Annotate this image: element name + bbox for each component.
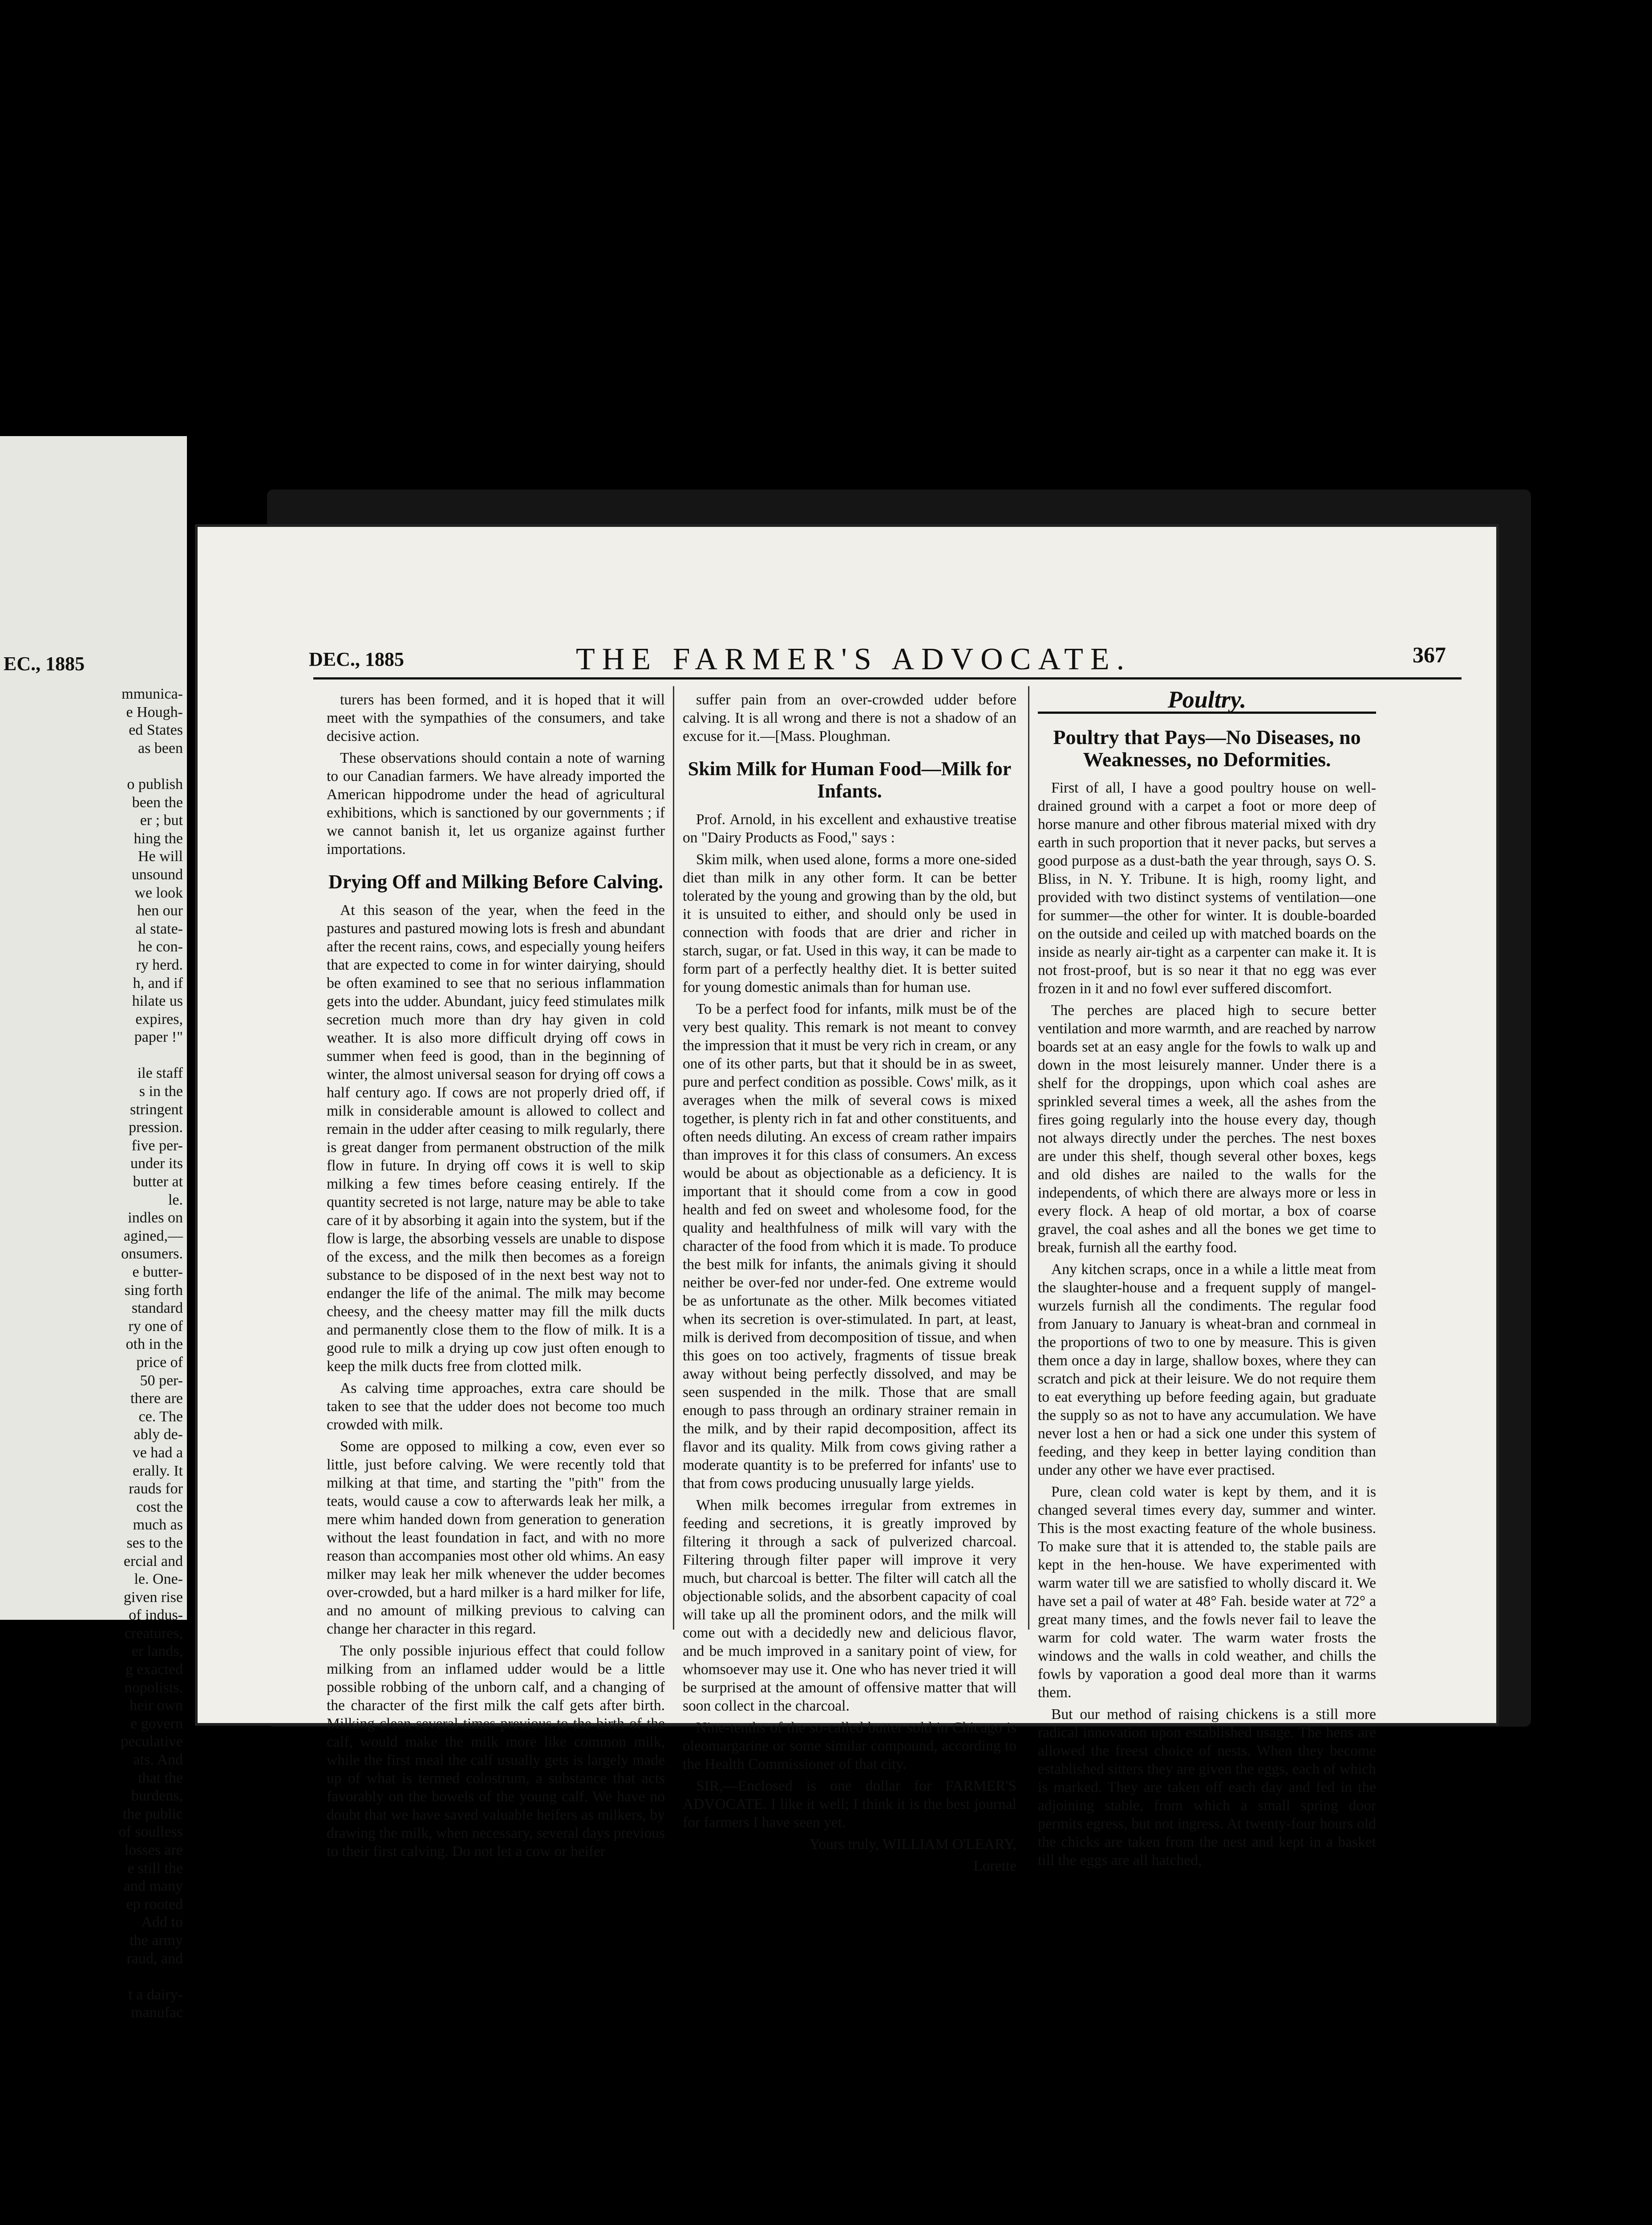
paragraph: To be a perfect food for infants, milk must be of the very best quality. This remark is not meant to convey the impression that it must be very rich in cream, or any one of its other parts, but that it should be in as sweet, pure and perfect condition as possible. Cows' milk, as it averages when the milk of several cows is mixed together, is plenty rich in fat and other constituents, and often needs diluting. An excess of cream rather impairs than improves it for this class of consumers. An excess would be about as objectionable as a deficiency. It is important that it should come from a cow in good health and fed on sweet and wholesome food, for the quality and healthfulness of milk will vary with the character of the food from which it is made. To produce the best milk for infants, the animals giving it should neither be over-fed nor under-fed. One extreme would be as unfortunate as the other. Milk becomes vitiated when its secretion is over-stimulated. In part, at least, milk is derived from decomposition of tissue, and when this goes on too actively, fragments of tissue break away without being perfectly dissolved, and may be seen suspended in the milk. Those that are small enough to pass through an ordinary strainer remain in the milk, and by their rapid decomposition, affect its flavor and its quality. Milk from cows giving rather a moderate quantity is to be preferred for infants' use to that from cows producing unusually large yields. bbox=[683, 1001, 1016, 1492]
paragraph: First of all, I have a good poultry house on well-drained ground with a carpet a foot or more deep of horse manure and other fibrous material mixed with dry earth in such proportion that it never packs, but serves a good purpose as a dust-bath the year through, says O. S. Bliss, in N. Y. Tribune. It is high, roomy light, and provided with two distinct systems of ventilation—one for summer—the other for winter. It is double-boarded on the outside and ceiled up with matched boards on the inside as nearly air-tight as a carpenter can make it. It is not frost-proof, but is so near it that no egg was ever frozen in it and no fowl ever suffered discomfort. bbox=[1038, 780, 1376, 997]
letter-signature: Yours truly, WILLIAM O'LEARY, bbox=[809, 1836, 1016, 1853]
left-page-line: ses to the bbox=[126, 1534, 183, 1551]
left-page-line: ats. And bbox=[133, 1752, 183, 1768]
left-page-line bbox=[3, 1047, 183, 1065]
newspaper-page bbox=[195, 524, 1499, 1874]
left-page-line: rauds for bbox=[129, 1481, 183, 1497]
paragraph: As calving time approaches, extra care should be taken to see that the udder does not become too much crowded with milk. bbox=[327, 1380, 665, 1433]
left-page-line: butter at bbox=[133, 1173, 183, 1190]
left-page-fragment bbox=[0, 436, 187, 2021]
left-page-line: ercial and bbox=[123, 1553, 183, 1570]
column-2 bbox=[683, 691, 1016, 1879]
left-page-line: paper !" bbox=[134, 1029, 183, 1046]
page-number: 367 bbox=[1413, 642, 1446, 667]
paragraph: The perches are placed high to secure better ventilation and more warmth, and are reached by narrow boards set at an easy angle for the fowls to walk up and down in the most leisurely manner. Under there is a shelf for the droppings, upon which coal ashes are sprinkled several times a week, all the ashes from the fires going regularly into the house every day, though not always directly under the perches. The nest boxes are under this shelf, though several other boxes, kegs and old dishes are nailed to the walls for the independents, of which there are always more or less in every flock. A heap of old mortar, a box of coarse gravel, the coal ashes and all the bones we get time to break, furnish all the earthy food. bbox=[1038, 1002, 1376, 1256]
letter-place: Lorette bbox=[973, 1858, 1016, 1874]
left-page-line: that the bbox=[138, 1769, 183, 1786]
reader-letter: SIR,—Enclosed is one dollar for FARMER'S ADVOCATE. I like it well; I think it is the best journal for farmers I have seen yet. bbox=[683, 1778, 1016, 1831]
left-page-line: cost the bbox=[136, 1498, 183, 1515]
paragraph: Any kitchen scraps, once in a while a little meat from the slaughter-house and a frequent supply of mangel-wurzels furnish all the condiments. The regular food from January to January is wheat-bran and cornmeal in the proportions of two to one by measure. This is given them once a day in large, shallow boxes, where they can scratch and pick at their leisure. We do not require them to eat everything up before feeding again, but graduate the supply so as not to have any accumulation. We have never lost a hen or had a sick one under this system of feeding, and they keep in better laying condition than under any other we have ever practised. bbox=[1038, 1261, 1376, 1478]
left-page-line: ry one of bbox=[128, 1318, 183, 1335]
paragraph: These observations should contain a note of warning to our Canadian farmers. We have already imported the American hippodrome under the head of agricultural exhibitions, which is sanctioned by our governments ; if we cannot banish it, let us organize against further importations. bbox=[327, 750, 665, 858]
paragraph: turers has been formed, and it is hoped that it will meet with the sympathies of the consumers, and take decisive action. bbox=[327, 692, 665, 744]
column-rule bbox=[673, 686, 674, 1630]
left-page-lines bbox=[3, 685, 183, 2022]
left-page-line: been the bbox=[132, 794, 183, 811]
masthead-title: THE FARMER'S ADVOCATE. bbox=[576, 642, 1132, 676]
running-head bbox=[309, 642, 1466, 676]
left-page-line: oth in the bbox=[126, 1336, 183, 1353]
left-page-line bbox=[3, 1968, 183, 1986]
left-page-line: g exacted bbox=[125, 1661, 183, 1678]
left-page-line bbox=[3, 757, 183, 776]
left-page-line: mmunica- bbox=[121, 686, 183, 702]
left-page-line: losses are bbox=[124, 1842, 183, 1858]
article-title-skim-milk: Skim Milk for Human Food—Milk for Infants. bbox=[688, 758, 1012, 802]
left-page-line: expires, bbox=[135, 1011, 183, 1028]
left-page-line: unsound bbox=[131, 866, 183, 883]
left-page-line: sing forth bbox=[124, 1282, 183, 1299]
left-page-line: ably de- bbox=[134, 1426, 183, 1443]
column-rule bbox=[1028, 686, 1029, 1630]
left-page-line: ep rooted bbox=[126, 1896, 183, 1913]
left-page-line: le. One- bbox=[134, 1571, 183, 1588]
left-page-line: erally. It bbox=[133, 1462, 183, 1479]
paragraph: suffer pain from an over-crowded udder before calving. It is all wrong and there is not a shadow of an excuse for it.—[Mass. Ploughman. bbox=[683, 692, 1016, 744]
left-page-line: indles on bbox=[128, 1210, 183, 1226]
left-page-line: peculative bbox=[121, 1733, 183, 1750]
left-page-line: and many bbox=[123, 1878, 183, 1895]
left-page-date: EC., 1885 bbox=[4, 653, 85, 675]
left-page-line: pression. bbox=[129, 1119, 183, 1136]
note-oleomargarine: Nine-tenths of the so-called butter sold in Chicago is oleomargarine or some similar compound, according to the Health Commissioner of that city. bbox=[683, 1719, 1016, 1772]
left-page-line: we look bbox=[134, 884, 183, 901]
left-page-line: ile staff bbox=[137, 1065, 183, 1082]
left-page-line: the army bbox=[130, 1932, 183, 1949]
paragraph: Prof. Arnold, in his excellent and exhaustive treatise on "Dairy Products as Food," says : bbox=[683, 811, 1016, 846]
header-rule bbox=[313, 677, 1462, 680]
left-page-line: much as bbox=[133, 1517, 183, 1533]
left-page-line: ce. The bbox=[138, 1408, 183, 1425]
paragraph: Pure, clean cold water is kept by them, and it is changed several times every day, summer and winter. This is the most exacting feature of the whole business. To make sure that it is attended to, the stable pails are kept in the hen-house. We have experimented with warm water till we are satisfied to wholly discard it. We have set a pail of water at 48° Fah. beside water at 72° a great many times, and the fowls never fail to leave the warm for cold water. The warm water frosts the windows and the walls in cold weather, and chills the fowls by vaporation a good deal more than it warms them. bbox=[1038, 1484, 1376, 1701]
left-page-line: e still the bbox=[127, 1860, 183, 1877]
left-page-line: e butter- bbox=[132, 1264, 183, 1280]
left-page-line: creatures, bbox=[124, 1625, 183, 1642]
left-page-line: er lands, bbox=[131, 1643, 183, 1660]
left-page-line: the public bbox=[122, 1805, 183, 1822]
left-page-line: stringent bbox=[130, 1101, 183, 1118]
left-page-line: standard bbox=[131, 1300, 183, 1317]
section-heading-poultry: Poultry. bbox=[1167, 686, 1247, 713]
left-page-line: al state- bbox=[135, 920, 183, 937]
left-page-line: s in the bbox=[139, 1083, 183, 1100]
left-page-line: 50 per- bbox=[140, 1372, 183, 1389]
left-page-line: under its bbox=[130, 1155, 183, 1172]
left-page-line: he con- bbox=[138, 939, 183, 955]
article-title-poultry: Poultry that Pays—No Diseases, no Weaknesses, no Deformities. bbox=[1053, 726, 1361, 771]
left-page-line: le. bbox=[168, 1191, 183, 1208]
left-page-line: as been bbox=[138, 740, 183, 756]
article-title-drying-off: Drying Off and Milking Before Calving. bbox=[328, 871, 664, 893]
left-page-line: o publish bbox=[127, 776, 183, 793]
paragraph: Skim milk, when used alone, forms a more one-sided diet than milk in any other form. It can be better tolerated by the young and growing than by the old, but it is unsuited to either, and should only be used in connection with foods that are drier and richer in starch, sugar, or fat. Used in this way, it can be made to form part of a perfectly healthy diet. It is better suited for young domestic animals than for human use. bbox=[683, 851, 1016, 995]
left-page-line: He will bbox=[138, 848, 183, 865]
left-page-line: there are bbox=[130, 1390, 183, 1407]
left-page-line: ry herd. bbox=[136, 956, 183, 973]
paragraph: At this season of the year, when the feed in the pastures and pastured mowing lots is fresh and abundant after the recent rains, cows, and especially young heifers that are expected to come in for winter dairying, should be often examined to see that no serious inflammation gets into the udder. Abundant, juicy feed stimulates milk secretion much more than dry hay given in cold weather. It is also more difficult drying off cows in summer when feed is good, than in the beginning of winter, the almost universal season for drying off cows a half century ago. If cows are not properly dried off, if milk in considerable amount is allowed to collect and remain in the udder after ceasing to milk regularly, there is great danger from permanent obstruction of the milk flow in future. In drying off cows it is well to skip milking a few times before ceasing entirely. If the quantity secreted is not large, nature may be able to take care of it by absorbing it again into the system, but if the flow is large, the absorbing vessels are unable to dispose of the excess, and the milk then becomes as a foreign substance to be disposed of in the next best way not to endanger the life of the animal. The milk may become cheesy, and the cheesy matter may fill the milk ducts and permanently close them to the flow of milk. It is a good rule to milk a drying up cow just often enough to keep the milk ducts free from clotted milk. bbox=[327, 902, 665, 1375]
left-page-line: raud, and bbox=[126, 1950, 183, 1967]
left-page-line: of soulless bbox=[118, 1824, 183, 1841]
paragraph: The only possible injurious effect that could follow milking from an inflamed udder would be a little possible robbing of the unborn calf, and a changing of the character of the first milk the calf gets after birth. Milking clean several times previous to the birth of the calf, would make the milk more like common milk, while the first meal the calf usually gets is largely made up of what is termed colostrum, a substance that acts favorably on the bowels of the young calf. We have no doubt that we have saved valuable heifers as milkers, by drawing the milk, when necessary, several days previous to their first calving. Do not let a cow or heifer bbox=[327, 1642, 665, 1860]
left-page-line: price of bbox=[136, 1354, 183, 1371]
left-page-line: of indus- bbox=[129, 1607, 183, 1624]
left-page-line: hilate us bbox=[132, 993, 183, 1010]
left-page-line: nopolists. bbox=[124, 1679, 183, 1696]
paragraph: Some are opposed to milking a cow, even ever so little, just before calving. We were recently told that milking at that time, and starting the "pith" from the teats, would cause a cow to afterwards leak her milk, a mere whim handed down from generation to generation without the least foundation in fact, and with no more reason than accompanies most other old whims. An easy milker may leak her milk whenever the udder becomes over-crowded, but a hard milker is a hard milker for life, and no amount of milking previous to calving can change her character in this regard. bbox=[327, 1438, 665, 1637]
left-page-line: given rise bbox=[123, 1589, 183, 1606]
left-page-line: agined,— bbox=[123, 1227, 183, 1244]
left-page-line: Add to bbox=[141, 1914, 183, 1931]
issue-date: DEC., 1885 bbox=[309, 648, 404, 670]
paragraph: But our method of raising chickens is a still more radical innovation upon established usage. The hens are allowed the freest choice of nests. When they become established sitters they are given the eggs, each of which is marked. They are taken off each day and fed in the adjoining stable, from which a small spring door permits egress, but not ingress. At twenty-four hours old the chicks are taken from the nest and kept in a basket till the eggs are all hatched, bbox=[1038, 1706, 1376, 1869]
left-page-line: t a dairy- bbox=[128, 1986, 183, 2003]
left-page-line: e Hough- bbox=[126, 704, 183, 720]
left-page-line: onsumers. bbox=[121, 1246, 183, 1262]
left-page-line: five per- bbox=[131, 1137, 183, 1154]
left-page-line: ve had a bbox=[132, 1444, 183, 1461]
column-3 bbox=[1038, 686, 1376, 1873]
left-page-line: burdens, bbox=[131, 1788, 183, 1804]
left-page-line: ed States bbox=[129, 722, 183, 739]
left-page-line: heir own bbox=[130, 1697, 183, 1714]
left-page-line: manufac bbox=[130, 2004, 183, 2021]
paragraph: When milk becomes irregular from extremes in feeding and secretions, it is greatly improved by filtering it through a sack of pulverized charcoal. Filtering through filter paper will improve it very much, but charcoal is better. The filter will catch all the objectionable solids, and the absorbent capacity of coal will take up all the prominent odors, and the milk will come out with a decidedly new and delicious flavor, and be much improved in a sanitary point of view, for whomsoever may use it. One who has never tried it will be surprised at the amount of offensive matter that will soon collect in the charcoal. bbox=[683, 1497, 1016, 1714]
left-page-line: er ; but bbox=[140, 812, 183, 829]
left-page-line: hing the bbox=[134, 830, 183, 847]
column-1 bbox=[327, 691, 665, 1864]
left-page-line: hen our bbox=[137, 902, 183, 919]
left-page-line: e govern bbox=[130, 1715, 183, 1732]
left-page-line: h, and if bbox=[133, 975, 183, 991]
